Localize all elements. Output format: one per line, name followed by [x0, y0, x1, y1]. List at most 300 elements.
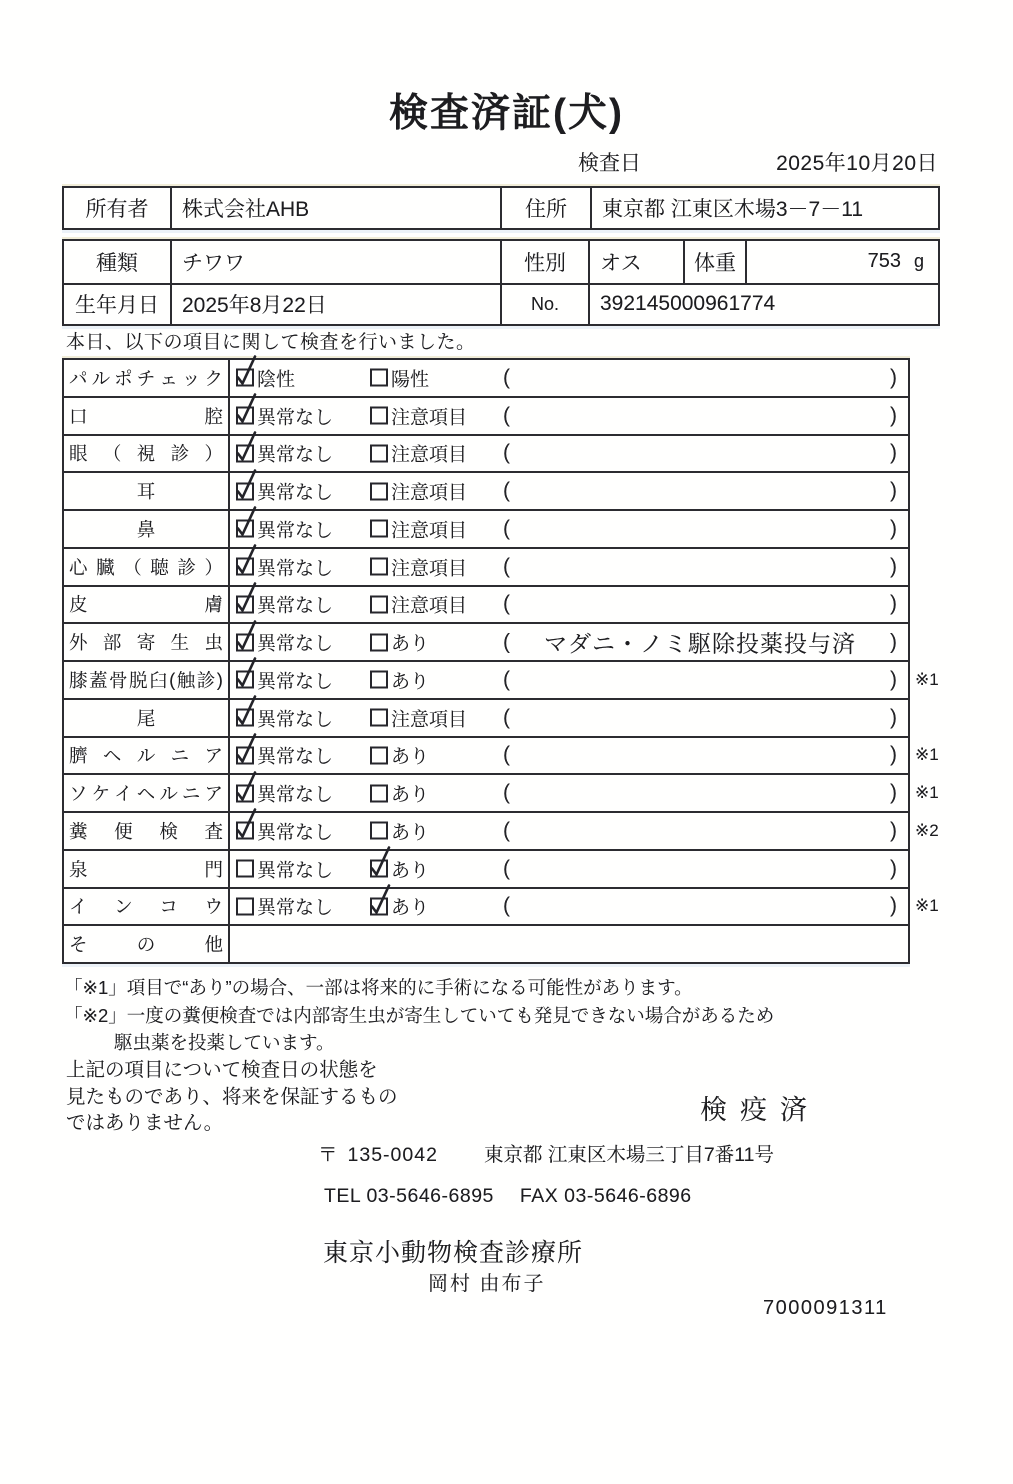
footnote-marker: ※1	[915, 745, 939, 765]
option-label: 陽性	[391, 369, 430, 391]
birth-value-cell: 2025年8月22日	[170, 283, 500, 325]
option-label: あり	[391, 784, 430, 806]
row-label-char: 心	[69, 556, 88, 578]
row-label-char: ア	[204, 783, 223, 805]
option-label: あり	[391, 671, 430, 693]
option-label: 異常なし	[257, 558, 334, 580]
clinic-name: 東京小動物検査診療所	[323, 1239, 584, 1267]
row-label-char: 他	[204, 934, 223, 956]
inspection-date-row	[62, 147, 940, 175]
checkbox-checked	[370, 860, 388, 878]
exam-row	[64, 396, 908, 434]
paren-zone	[503, 819, 897, 843]
exam-option	[370, 591, 467, 618]
checkbox-unchecked	[370, 822, 388, 840]
option-label: 注意項目	[391, 482, 468, 504]
option-label: あり	[391, 897, 430, 919]
paren-close: )	[890, 630, 897, 654]
paren-close: )	[890, 479, 897, 503]
paren-close: )	[890, 781, 897, 805]
checkbox-unchecked	[370, 520, 388, 538]
row-label-char: ニ	[181, 783, 201, 805]
option-label: 注意項目	[391, 558, 468, 580]
row-content	[230, 738, 939, 774]
option-label: 注意項目	[391, 520, 468, 542]
checkbox-unchecked	[370, 784, 388, 802]
exam-row	[64, 887, 939, 925]
checkmark-icon	[234, 656, 260, 694]
row-label	[64, 813, 230, 849]
option-label: 注意項目	[391, 444, 468, 466]
weight-value: 753	[867, 250, 901, 273]
checkmark-icon	[234, 694, 260, 732]
pet-table	[62, 239, 940, 326]
exam-option	[236, 364, 295, 391]
paren-close: )	[890, 365, 897, 389]
exam-option	[236, 402, 333, 429]
row-content	[230, 775, 939, 811]
row-label: 鼻	[64, 511, 230, 547]
checkbox-unchecked	[370, 369, 388, 387]
no-value-cell: 392145000961774	[588, 283, 938, 325]
paren-close: )	[890, 705, 897, 729]
checkbox-checked	[236, 369, 254, 387]
row-label-char: )	[216, 668, 223, 690]
footnote-marker: ※1	[915, 896, 939, 916]
checkbox-checked	[236, 822, 254, 840]
exam-option	[370, 817, 429, 844]
checkbox-unchecked	[370, 746, 388, 764]
checkbox-unchecked	[370, 633, 388, 651]
option-label: 異常なし	[257, 482, 334, 504]
checkmark-icon	[234, 807, 260, 845]
row-label	[64, 624, 230, 660]
checkmark-icon	[368, 882, 394, 920]
exam-option	[370, 855, 429, 882]
row-label-char: 虫	[204, 632, 223, 654]
row-label	[64, 436, 230, 472]
exam-row	[64, 471, 908, 509]
row-label-char: 生	[170, 632, 190, 654]
exam-option	[236, 629, 333, 656]
option-label: あり	[391, 746, 430, 768]
checkbox-checked	[236, 784, 254, 802]
exam-option	[370, 553, 467, 580]
row-label-char: 眼	[69, 443, 88, 465]
paren-zone	[503, 479, 897, 503]
row-label-char: 聴	[150, 556, 169, 578]
checkbox-checked	[236, 633, 254, 651]
row-label	[64, 926, 230, 962]
option-label: あり	[391, 822, 430, 844]
checkmark-icon	[234, 354, 260, 392]
paren-close: )	[890, 516, 897, 540]
checkbox-checked	[236, 482, 254, 500]
paren-close: )	[890, 667, 897, 691]
exam-option	[370, 893, 429, 920]
clinic-address: 東京都 江東区木場三丁目7番11号	[483, 1144, 774, 1166]
footnote-2-line1: 「※2」一度の糞便検査では内部寄生虫が寄生していても発見できない場合があるため	[64, 1005, 775, 1026]
option-label: 異常なし	[257, 633, 334, 655]
option-label: 異常なし	[257, 746, 334, 768]
paren-close: )	[890, 743, 897, 767]
paren-zone	[503, 894, 897, 918]
option-label: 異常なし	[257, 709, 334, 731]
row-label-char: ヘ	[102, 745, 122, 767]
exam-option	[236, 780, 333, 807]
row-label-char: 臓	[96, 556, 115, 578]
row-content	[230, 587, 908, 623]
option-label: 異常なし	[257, 407, 334, 429]
checkbox-checked	[236, 444, 254, 462]
row-label-char: 査	[204, 820, 223, 842]
tel-fax-line	[324, 1185, 692, 1208]
paren-zone	[503, 592, 897, 616]
row-label-char: 脱	[129, 669, 148, 691]
owner-label-cell: 所有者	[85, 198, 149, 221]
row-label-char: 外	[69, 632, 88, 654]
option-label: あり	[391, 633, 430, 655]
option-label: 陰性	[257, 369, 296, 391]
row-label-char: ニ	[170, 745, 190, 767]
row-label-char: 膝	[69, 669, 88, 691]
exam-row	[64, 773, 939, 811]
row-label-char: ク	[204, 367, 223, 389]
exam-option	[370, 780, 429, 807]
row-label-char: 泉	[69, 858, 88, 880]
row-label-char: 触	[176, 669, 196, 691]
paren-zone	[503, 626, 897, 659]
footnote-2-line2: 駆虫薬を投薬しています。	[114, 1032, 335, 1053]
paren-close: )	[890, 592, 897, 616]
checkbox-checked	[236, 709, 254, 727]
exam-option	[236, 440, 333, 467]
exam-option	[370, 666, 429, 693]
row-label	[64, 662, 230, 698]
paren-open: (	[503, 667, 510, 691]
exam-row	[64, 585, 908, 623]
row-label	[64, 851, 230, 887]
footnote-marker: ※2	[915, 820, 939, 840]
disclaimer-text	[66, 1057, 398, 1137]
weight-unit: g	[913, 251, 924, 272]
page-title: 検査済証(犬)	[389, 92, 624, 135]
paren-open: (	[503, 894, 510, 918]
paren-open: (	[503, 781, 510, 805]
row-label-char: ケ	[91, 783, 111, 805]
checkbox-checked	[236, 671, 254, 689]
row-label	[64, 549, 230, 585]
exam-row	[64, 698, 908, 736]
row-label-char: 骨	[109, 669, 128, 691]
checkmark-icon	[234, 467, 260, 505]
row-label-char: 蓋	[89, 669, 108, 691]
paren-open: (	[503, 554, 510, 578]
owner-value-cell: 株式会社AHB	[170, 188, 500, 228]
paren-close: )	[890, 818, 897, 842]
row-label-char: 臍	[69, 745, 88, 767]
row-label-char: ル	[159, 783, 178, 805]
row-label	[64, 738, 230, 774]
row-label	[64, 360, 230, 396]
exam-row	[64, 849, 908, 887]
option-label: 異常なし	[257, 520, 334, 542]
row-label-char: 視	[136, 443, 156, 465]
checkmark-icon	[234, 769, 260, 807]
exam-option	[370, 478, 467, 505]
exam-row	[64, 547, 908, 585]
paren-close: )	[890, 894, 897, 918]
row-content	[230, 813, 939, 849]
exam-row	[64, 811, 939, 849]
checkmark-icon	[234, 429, 260, 467]
option-label: 異常なし	[257, 595, 334, 617]
row-label-char: パ	[69, 367, 88, 389]
quarantine-stamp: 検疫済	[700, 1095, 820, 1125]
row-label	[64, 587, 230, 623]
checkmark-icon	[234, 505, 260, 543]
row-label	[64, 398, 230, 434]
row-label-char: ル	[136, 745, 156, 767]
paren-zone	[503, 441, 897, 465]
row-label	[64, 889, 230, 925]
checkmark-icon	[368, 845, 394, 883]
checkbox-unchecked	[370, 709, 388, 727]
row-label-char: イ	[114, 783, 133, 805]
row-label: 尾	[64, 700, 230, 736]
exam-row	[64, 924, 908, 962]
exam-table	[62, 358, 939, 964]
footnote-1: 「※1」項目で“あり”の場合、一部は将来的に手術になる可能性があります。	[64, 977, 693, 998]
exam-row	[64, 509, 908, 547]
paren-zone	[503, 781, 897, 805]
paren-open: (	[503, 856, 510, 880]
row-label: 耳	[64, 473, 230, 509]
row-label-char: ポ	[114, 367, 133, 389]
paren-close: )	[890, 554, 897, 578]
exam-option	[236, 553, 333, 580]
exam-row	[64, 360, 908, 396]
row-label-char: 寄	[136, 632, 156, 654]
paren-open: (	[503, 818, 510, 842]
row-label-char: 口	[69, 405, 88, 427]
row-label-char: 膚	[204, 594, 223, 616]
paren-zone	[503, 706, 897, 730]
row-label-char: 糞	[69, 820, 88, 842]
row-content	[230, 398, 908, 434]
paren-close: )	[890, 403, 897, 427]
row-label-char: ッ	[181, 367, 201, 389]
exam-option	[236, 478, 333, 505]
row-label-char: 臼	[149, 669, 168, 691]
row-content	[230, 926, 908, 962]
inspection-date-value: 2025年10月20日	[776, 152, 938, 175]
paren-close: )	[890, 441, 897, 465]
paren-open: (	[503, 592, 510, 616]
exam-option	[370, 364, 429, 391]
row-label-char: ェ	[159, 367, 178, 389]
checkbox-checked	[370, 897, 388, 915]
footnote-marker: ※1	[915, 783, 939, 803]
row-content	[230, 511, 908, 547]
disclaimer-line-2: 見たものであり、将来を保証するもの	[66, 1085, 398, 1108]
checkmark-icon	[234, 543, 260, 581]
exam-option	[236, 704, 333, 731]
row-content	[230, 473, 908, 509]
exam-option	[236, 742, 333, 769]
row-label-char: チ	[136, 367, 156, 389]
exam-option	[236, 666, 333, 693]
disclaimer-line-3: ではありません。	[66, 1112, 224, 1134]
weight-label-cell: 体重	[683, 241, 745, 283]
option-label: 異常なし	[257, 860, 334, 882]
checkbox-unchecked	[370, 558, 388, 576]
row-label-char: 診	[170, 443, 190, 465]
option-label: 注意項目	[391, 595, 468, 617]
paren-zone	[503, 857, 897, 881]
no-label-cell: No.	[500, 283, 588, 325]
paren-open: (	[503, 743, 510, 767]
weight-value-cell	[745, 241, 938, 283]
row-label-char: 腔	[204, 405, 223, 427]
checkmark-icon	[234, 392, 260, 430]
paren-zone	[503, 555, 897, 579]
row-content	[230, 360, 908, 396]
exam-row	[64, 434, 908, 472]
paren-content: マダニ・ノミ駆除投薬投与済	[544, 630, 856, 657]
checkbox-unchecked	[236, 897, 254, 915]
checkbox-unchecked	[370, 671, 388, 689]
row-label-char: 診	[196, 669, 216, 691]
exam-option	[236, 591, 333, 618]
option-label: 異常なし	[257, 671, 334, 693]
paren-open: (	[503, 403, 510, 427]
checkmark-icon	[234, 618, 260, 656]
exam-row	[64, 736, 939, 774]
exam-option	[236, 817, 333, 844]
option-label: 異常なし	[257, 784, 334, 806]
disclaimer-line-1: 上記の項目について検査日の状態を	[66, 1059, 378, 1081]
paren-open: (	[503, 479, 510, 503]
row-label-char: 部	[102, 632, 122, 654]
fax-number: FAX 03-5646-6896	[519, 1185, 692, 1207]
row-label-char: そ	[69, 934, 88, 956]
footnote-marker: ※1	[915, 669, 939, 689]
checkbox-checked	[236, 558, 254, 576]
exam-option	[370, 402, 467, 429]
row-label-char: の	[136, 934, 156, 956]
paren-open: (	[503, 441, 510, 465]
paren-open: (	[503, 516, 510, 540]
statement-text: 本日、以下の項目に関して検査を行いました。	[66, 332, 476, 353]
row-label-char: ン	[114, 896, 133, 918]
checkmark-icon	[234, 580, 260, 618]
checkbox-checked	[236, 746, 254, 764]
breed-label-cell: 種類	[96, 251, 138, 275]
inspection-date-label: 検査日	[578, 152, 641, 175]
row-label-char: ル	[91, 367, 111, 389]
examiner-name: 岡村 由布子	[428, 1273, 546, 1295]
checkbox-unchecked	[370, 482, 388, 500]
row-content	[230, 624, 908, 660]
row-content	[230, 889, 939, 925]
checkbox-checked	[236, 595, 254, 613]
paren-close: )	[890, 856, 897, 880]
exam-option	[236, 855, 333, 882]
breed-value-cell: チワワ	[170, 241, 500, 283]
row-content	[230, 436, 908, 472]
paren-zone	[503, 743, 897, 767]
row-content	[230, 662, 939, 698]
row-label-char: ヘ	[136, 783, 156, 805]
address-label-cell: 住所	[500, 188, 590, 228]
row-label-char: 門	[204, 858, 223, 880]
exam-row	[64, 622, 908, 660]
row-label-char: ）	[204, 556, 223, 578]
exam-option	[370, 704, 467, 731]
row-label-char: 便	[114, 820, 133, 842]
row-content	[230, 549, 908, 585]
row-label-char: 検	[159, 820, 178, 842]
option-label: 注意項目	[391, 709, 468, 731]
exam-option	[370, 629, 429, 656]
row-label-char: (	[169, 668, 176, 690]
row-label-char: （	[102, 443, 122, 465]
birth-label-cell: 生年月日	[64, 283, 170, 325]
tel-number: TEL 03-5646-6895	[324, 1185, 494, 1207]
row-label-char: ）	[204, 443, 223, 465]
row-label-char: （	[123, 556, 142, 578]
postal-line	[318, 1139, 774, 1167]
row-content	[230, 851, 908, 887]
sex-label-cell: 性別	[500, 241, 588, 283]
address-value-cell: 東京都 江東区木場3－7－11	[590, 188, 938, 228]
option-label: 異常なし	[257, 822, 334, 844]
exam-option	[370, 440, 467, 467]
paren-zone	[503, 366, 897, 390]
checkbox-unchecked	[370, 407, 388, 425]
option-label: 異常なし	[257, 897, 334, 919]
option-label: 注意項目	[391, 407, 468, 429]
row-label	[64, 775, 230, 811]
checkbox-unchecked	[236, 860, 254, 878]
exam-row	[64, 660, 939, 698]
row-label-char: 診	[177, 556, 196, 578]
postal-code: 135-0042	[347, 1144, 438, 1166]
owner-table	[62, 186, 940, 230]
exam-option	[236, 515, 333, 542]
paren-open: (	[503, 630, 510, 654]
row-label-char: イ	[69, 896, 88, 918]
sex-value-cell: オス	[588, 241, 683, 283]
paren-open: (	[503, 705, 510, 729]
checkmark-icon	[234, 731, 260, 769]
paren-zone	[503, 404, 897, 428]
option-label: あり	[391, 860, 430, 882]
row-label-char: ア	[204, 745, 223, 767]
checkbox-checked	[236, 407, 254, 425]
checkbox-checked	[236, 520, 254, 538]
row-label-char: ソ	[69, 783, 88, 805]
checkbox-unchecked	[370, 444, 388, 462]
row-label-char: ウ	[204, 896, 223, 918]
row-label-char: コ	[159, 896, 178, 918]
paren-zone	[503, 668, 897, 692]
postal-mark-icon: 〒	[318, 1144, 338, 1166]
exam-option	[370, 515, 467, 542]
checkbox-unchecked	[370, 595, 388, 613]
exam-option	[370, 742, 429, 769]
